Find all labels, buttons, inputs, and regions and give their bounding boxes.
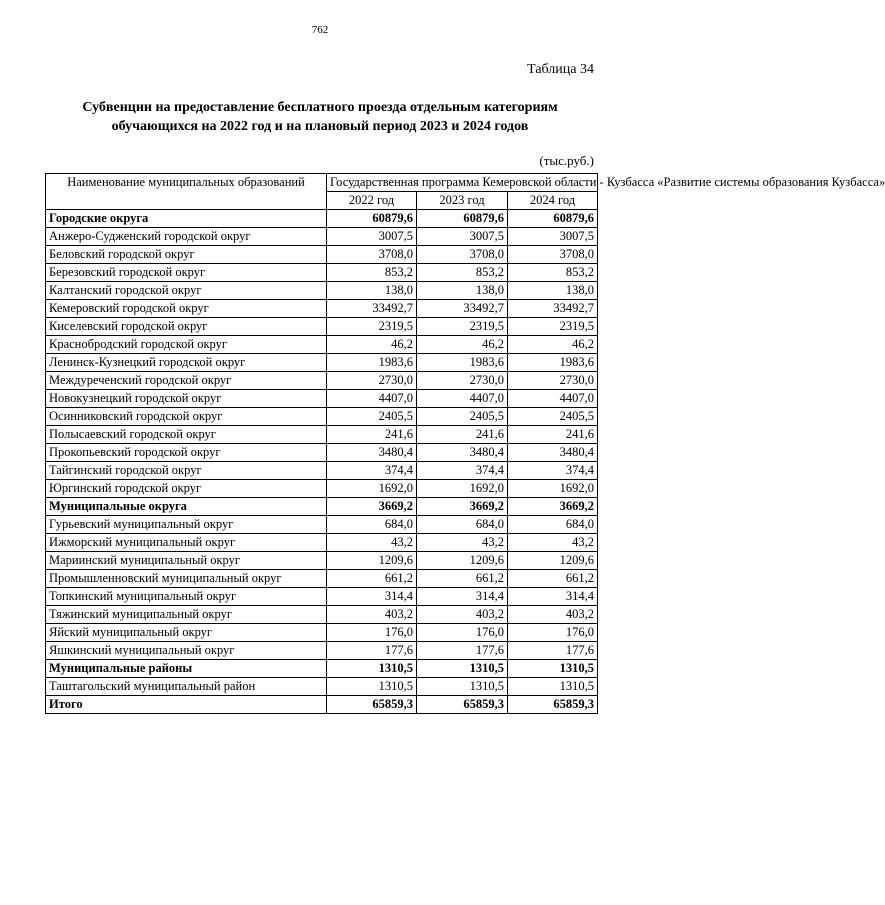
row-value-2023: 241,6 <box>417 426 508 444</box>
row-value-2024: 176,0 <box>508 624 598 642</box>
row-value-2022: 65859,3 <box>327 696 417 714</box>
row-name: Прокопьевский городской округ <box>46 444 327 462</box>
row-value-2024: 314,4 <box>508 588 598 606</box>
table-row <box>46 336 598 354</box>
row-value-2022: 1310,5 <box>327 678 417 696</box>
row-value-2023: 374,4 <box>417 462 508 480</box>
row-value-2023: 2730,0 <box>417 372 508 390</box>
row-name: Новокузнецкий городской округ <box>46 390 327 408</box>
row-value-2024: 1983,6 <box>508 354 598 372</box>
units-label: (тыс.руб.) <box>539 153 594 168</box>
row-value-2022: 43,2 <box>327 534 417 552</box>
row-value-2022: 3708,0 <box>327 246 417 264</box>
row-value-2023: 3669,2 <box>417 498 508 516</box>
row-value-2023: 3480,4 <box>417 444 508 462</box>
row-value-2023: 661,2 <box>417 570 508 588</box>
table-row <box>46 516 598 534</box>
row-value-2022: 1310,5 <box>327 660 417 678</box>
row-name: Осинниковский городской округ <box>46 408 327 426</box>
row-value-2023: 138,0 <box>417 282 508 300</box>
table-body <box>46 210 598 714</box>
row-value-2024: 46,2 <box>508 336 598 354</box>
row-value-2023: 46,2 <box>417 336 508 354</box>
table-row <box>46 606 598 624</box>
title-line-2: обучающихся на 2022 год и на плановый период 2023 и 2024 годов <box>111 119 529 134</box>
row-name: Калтанский городской округ <box>46 282 327 300</box>
row-value-2022: 4407,0 <box>327 390 417 408</box>
row-value-2024: 374,4 <box>508 462 598 480</box>
row-value-2022: 3480,4 <box>327 444 417 462</box>
row-value-2023: 2405,5 <box>417 408 508 426</box>
page-number: 762 <box>311 24 329 36</box>
row-value-2022: 46,2 <box>327 336 417 354</box>
row-value-2023: 177,6 <box>417 642 508 660</box>
row-value-2022: 60879,6 <box>327 210 417 228</box>
row-name: Промышленновский муниципальный округ <box>46 570 327 588</box>
row-value-2024: 2405,5 <box>508 408 598 426</box>
row-value-2024: 1209,6 <box>508 552 598 570</box>
row-name: Полысаевский городской округ <box>46 426 327 444</box>
row-value-2024: 684,0 <box>508 516 598 534</box>
table-row <box>46 480 598 498</box>
row-value-2023: 43,2 <box>417 534 508 552</box>
row-value-2022: 33492,7 <box>327 300 417 318</box>
document-title <box>60 98 580 136</box>
row-name: Муниципальные округа <box>46 498 327 516</box>
row-name: Городские округа <box>46 210 327 228</box>
row-name: Яйский муниципальный округ <box>46 624 327 642</box>
row-name: Таштагольский муниципальный район <box>46 678 327 696</box>
row-name: Юргинский городской округ <box>46 480 327 498</box>
row-value-2024: 1310,5 <box>508 660 598 678</box>
row-value-2022: 1983,6 <box>327 354 417 372</box>
row-name: Ижморский муниципальный округ <box>46 534 327 552</box>
table-row <box>46 390 598 408</box>
row-value-2023: 314,4 <box>417 588 508 606</box>
row-value-2022: 2730,0 <box>327 372 417 390</box>
subsidy-table <box>45 173 885 714</box>
row-name: Яшкинский муниципальный округ <box>46 642 327 660</box>
table-label: Таблица 34 <box>527 62 594 77</box>
table-row <box>46 408 598 426</box>
row-value-2022: 2405,5 <box>327 408 417 426</box>
row-value-2024: 2319,5 <box>508 318 598 336</box>
table-row <box>46 660 598 678</box>
row-value-2023: 1983,6 <box>417 354 508 372</box>
row-value-2022: 138,0 <box>327 282 417 300</box>
table-row <box>46 318 598 336</box>
row-value-2023: 684,0 <box>417 516 508 534</box>
row-value-2024: 3007,5 <box>508 228 598 246</box>
row-value-2024: 43,2 <box>508 534 598 552</box>
row-value-2022: 3007,5 <box>327 228 417 246</box>
row-value-2023: 1692,0 <box>417 480 508 498</box>
row-value-2022: 661,2 <box>327 570 417 588</box>
row-value-2023: 2319,5 <box>417 318 508 336</box>
row-name: Тяжинский муниципальный округ <box>46 606 327 624</box>
table-header-row <box>46 174 598 192</box>
row-value-2023: 3708,0 <box>417 246 508 264</box>
header-year-2022: 2022 год <box>327 192 417 210</box>
row-name: Гурьевский муниципальный округ <box>46 516 327 534</box>
header-year-2024: 2024 год <box>508 192 598 210</box>
row-value-2023: 33492,7 <box>417 300 508 318</box>
table-row <box>46 426 598 444</box>
table-row <box>46 588 598 606</box>
table-row <box>46 624 598 642</box>
table-row <box>46 696 598 714</box>
row-value-2024: 241,6 <box>508 426 598 444</box>
row-value-2022: 176,0 <box>327 624 417 642</box>
row-name: Анжеро-Судженский городской округ <box>46 228 327 246</box>
row-value-2024: 3708,0 <box>508 246 598 264</box>
table-row <box>46 300 598 318</box>
row-value-2022: 241,6 <box>327 426 417 444</box>
table-row <box>46 534 598 552</box>
row-name: Ленинск-Кузнецкий городской округ <box>46 354 327 372</box>
row-value-2024: 853,2 <box>508 264 598 282</box>
row-value-2024: 1692,0 <box>508 480 598 498</box>
header-name-column: Наименование муниципальных образований <box>46 174 327 210</box>
table-row <box>46 354 598 372</box>
row-name: Краснобродский городской округ <box>46 336 327 354</box>
row-value-2022: 2319,5 <box>327 318 417 336</box>
row-value-2022: 3669,2 <box>327 498 417 516</box>
header-program: Государственная программа Кемеровской области - Кузбасса «Развитие системы образования Кузбасса» <box>327 174 598 192</box>
row-value-2024: 3480,4 <box>508 444 598 462</box>
row-name: Тайгинский городской округ <box>46 462 327 480</box>
row-name: Мариинский муниципальный округ <box>46 552 327 570</box>
row-value-2023: 853,2 <box>417 264 508 282</box>
row-value-2023: 60879,6 <box>417 210 508 228</box>
table-row <box>46 552 598 570</box>
row-value-2022: 403,2 <box>327 606 417 624</box>
row-value-2023: 4407,0 <box>417 390 508 408</box>
table-row <box>46 570 598 588</box>
row-value-2022: 684,0 <box>327 516 417 534</box>
table-row <box>46 246 598 264</box>
row-value-2024: 1310,5 <box>508 678 598 696</box>
row-value-2023: 176,0 <box>417 624 508 642</box>
row-value-2022: 177,6 <box>327 642 417 660</box>
table-row <box>46 462 598 480</box>
row-value-2023: 1310,5 <box>417 678 508 696</box>
table-row <box>46 228 598 246</box>
table-row <box>46 210 598 228</box>
row-value-2023: 3007,5 <box>417 228 508 246</box>
row-name: Кемеровский городской округ <box>46 300 327 318</box>
row-value-2022: 1692,0 <box>327 480 417 498</box>
row-value-2023: 1310,5 <box>417 660 508 678</box>
row-value-2022: 1209,6 <box>327 552 417 570</box>
header-year-2023: 2023 год <box>417 192 508 210</box>
row-value-2024: 33492,7 <box>508 300 598 318</box>
row-name: Топкинский муниципальный округ <box>46 588 327 606</box>
row-value-2022: 853,2 <box>327 264 417 282</box>
table-row <box>46 642 598 660</box>
row-value-2022: 314,4 <box>327 588 417 606</box>
table-row <box>46 372 598 390</box>
row-name: Беловский городской округ <box>46 246 327 264</box>
row-value-2024: 2730,0 <box>508 372 598 390</box>
row-value-2022: 374,4 <box>327 462 417 480</box>
table-row <box>46 264 598 282</box>
table-row <box>46 444 598 462</box>
row-value-2024: 65859,3 <box>508 696 598 714</box>
row-value-2023: 1209,6 <box>417 552 508 570</box>
row-value-2023: 403,2 <box>417 606 508 624</box>
row-value-2024: 403,2 <box>508 606 598 624</box>
row-value-2024: 4407,0 <box>508 390 598 408</box>
table-row <box>46 678 598 696</box>
table-row <box>46 498 598 516</box>
row-name: Березовский городской округ <box>46 264 327 282</box>
row-value-2023: 65859,3 <box>417 696 508 714</box>
table-row <box>46 282 598 300</box>
row-value-2024: 60879,6 <box>508 210 598 228</box>
row-name: Киселевский городской округ <box>46 318 327 336</box>
row-value-2024: 661,2 <box>508 570 598 588</box>
row-value-2024: 177,6 <box>508 642 598 660</box>
row-name: Итого <box>46 696 327 714</box>
row-name: Междуреченский городской округ <box>46 372 327 390</box>
row-value-2024: 3669,2 <box>508 498 598 516</box>
row-value-2024: 138,0 <box>508 282 598 300</box>
row-name: Муниципальные районы <box>46 660 327 678</box>
title-line-1: Субвенции на предоставление бесплатного проезда отдельным категориям <box>82 100 558 115</box>
